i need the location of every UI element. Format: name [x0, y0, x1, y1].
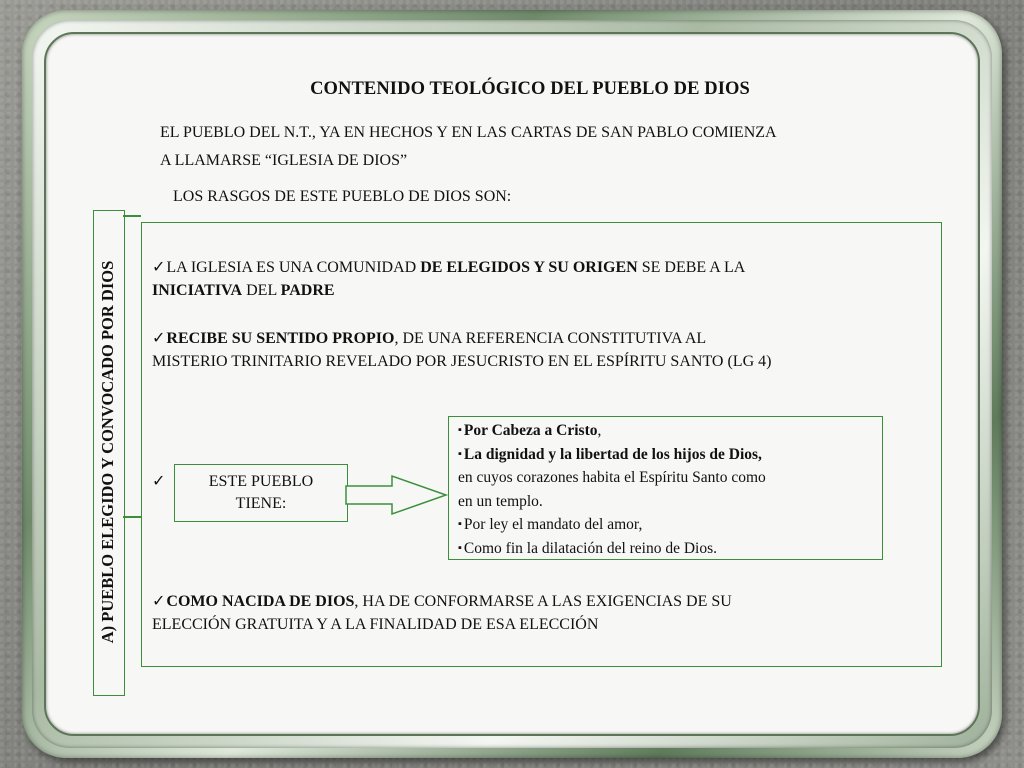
intro-line-2: A LLAMARSE “IGLESIA DE DIOS”: [160, 152, 408, 169]
check-icon: ✓: [152, 259, 166, 276]
intro-paragraph: [160, 119, 940, 175]
list-item: ▪ Como fin la dilatación del reino de Dios.: [458, 539, 718, 557]
este-pueblo-box: [174, 464, 348, 522]
square-bullet-icon: ▪: [458, 541, 462, 554]
attributes-list-box: [448, 416, 883, 560]
bracket-line-mid: [123, 516, 141, 518]
list-item-continuation: en cuyos corazones habita el Espíritu Santo como: [458, 469, 766, 486]
square-bullet-icon: ▪: [458, 424, 462, 436]
feature-item-3: ✓COMO NACIDA DE DIOS, HA DE CONFORMARSE A LAS EXIGENCIAS DE SU ELECCIÓN GRATUITA Y A LA FINALIDAD DE ESA ELECCIÓN: [152, 593, 732, 633]
feature-item-1: ✓LA IGLESIA ES UNA COMUNIDAD DE ELEGIDOS Y SU ORIGEN SE DEBE A LA INICIATIVA DEL PADRE: [152, 259, 746, 299]
feature-item-2: ✓RECIBE SU SENTIDO PROPIO, DE UNA REFERENCIA CONSTITUTIVA AL MISTERIO TRINITARIO REVELADO POR JESUCRISTO EN EL ESPÍRITU SANTO (LG 4): [152, 330, 772, 370]
check-icon: ✓: [152, 593, 166, 610]
list-item-continuation: en un templo.: [458, 492, 543, 510]
rasgos-heading: LOS RASGOS DE ESTE PUEBLO DE DIOS SON:: [173, 188, 512, 205]
este-pueblo-text: ESTE PUEBLO TIENE:: [208, 473, 314, 512]
list-item: ▪ Por Cabeza a Cristo,: [458, 422, 602, 439]
square-bullet-icon: ▪: [458, 518, 462, 530]
intro-line-1: EL PUEBLO DEL N.T., YA EN HECHOS Y EN LAS CARTAS DE SAN PABLO COMIENZA: [160, 124, 777, 141]
list-item: ▪ La dignidad y la libertad de los hijos de Dios,: [458, 445, 762, 463]
list-item: ▪ Por ley el mandato del amor,: [458, 516, 643, 533]
slide-title: CONTENIDO TEOLÓGICO DEL PUEBLO DE DIOS: [310, 79, 750, 99]
arrow-right-icon: [345, 474, 449, 516]
square-bullet-icon: ▪: [458, 447, 462, 460]
side-label-text: A) PUEBLO ELEGIDO Y CONVOCADO POR DIOS: [98, 260, 117, 644]
check-icon: ✓: [152, 330, 166, 347]
bracket-line-top: [123, 215, 141, 217]
check-icon: ✓: [152, 473, 166, 490]
